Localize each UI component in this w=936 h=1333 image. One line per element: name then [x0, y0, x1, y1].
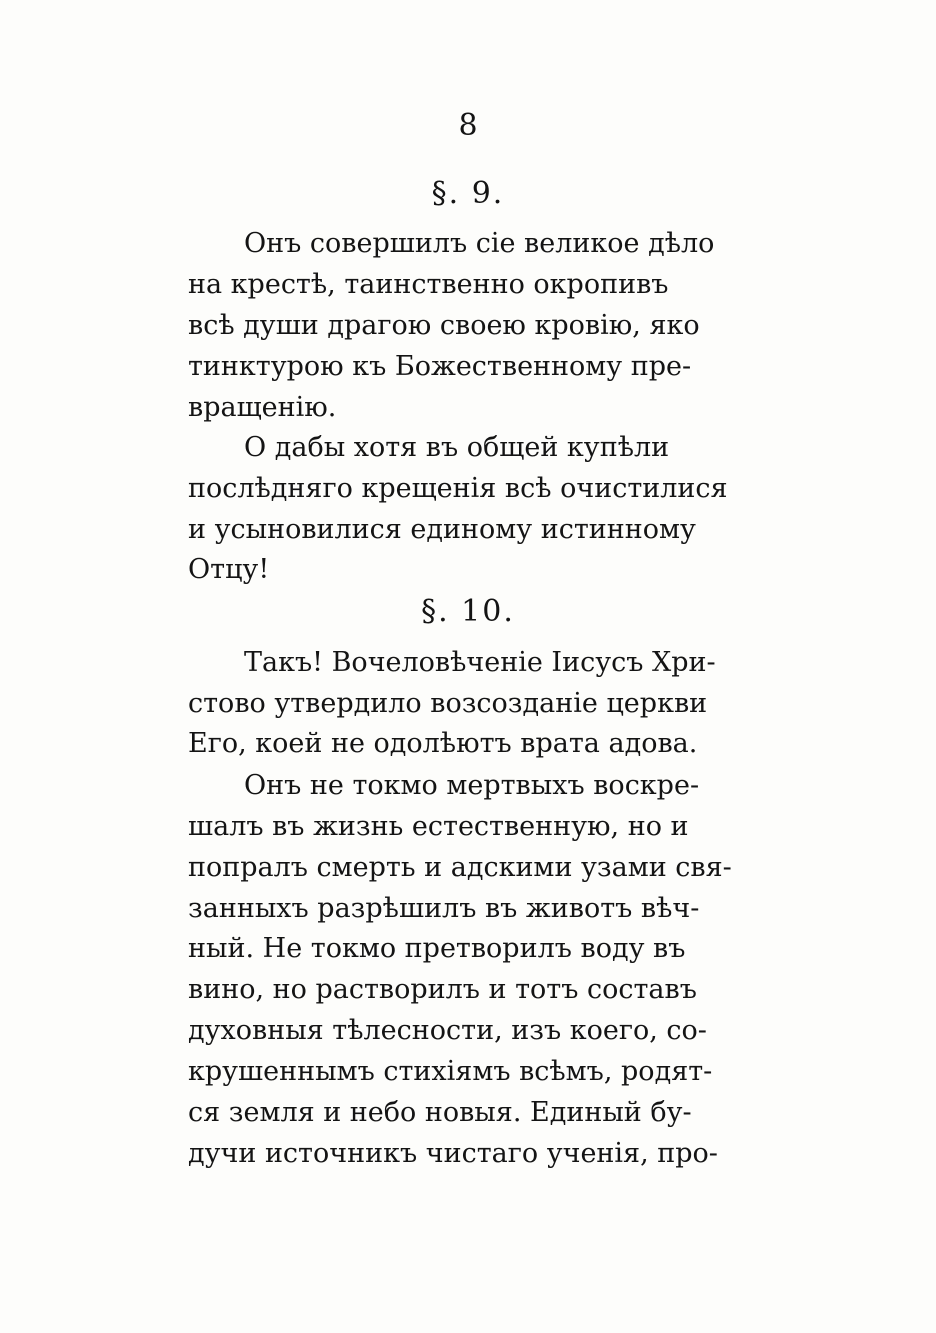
page-number: 8 — [458, 108, 478, 143]
text-line: на крестѣ, таинственно окропивъ — [188, 269, 669, 300]
section-heading-10: §. 10. — [421, 594, 515, 629]
text-line: стово утвердило возсозданіе церкви — [188, 688, 708, 719]
text-line: послѣдняго крещенія всѣ очистилися — [188, 473, 728, 504]
text-line: занныхъ разрѣшилъ въ животъ вѣч- — [188, 893, 700, 924]
text-line: дучи источникъ чистаго ученія, про- — [188, 1138, 718, 1169]
text-line: Отцу! — [188, 554, 270, 585]
text-line: Такъ! Вочеловѣченіе Іисусъ Хри- — [244, 647, 716, 678]
text-line: вино, но растворилъ и тотъ составъ — [188, 974, 697, 1005]
text-line: вращенію. — [188, 392, 337, 423]
text-line: Его, коей не одолѣютъ врата адова. — [188, 728, 698, 759]
text-line: ный. Не токмо претворилъ воду въ — [188, 933, 686, 964]
text-line-italic: шалъ въ жизнь естественную, но и — [188, 811, 689, 842]
text-line: попралъ смерть и адскими узами свя- — [188, 852, 732, 883]
text-line: и усыновилися единому истинному — [188, 514, 696, 545]
text-line: тинктурою къ Божественному пре- — [188, 351, 692, 382]
section-heading-9: §. 9. — [431, 176, 505, 211]
text-line: О дабы хотя въ общей купѣли — [244, 432, 670, 463]
text-line: крушеннымъ стихіямъ всѣмъ, родят- — [188, 1056, 713, 1087]
text-line: духовныя тѣлесности, изъ коего, со- — [188, 1015, 707, 1046]
text-line: всѣ души драгою своею кровію, яко — [188, 310, 700, 341]
text-line: ся земля и небо новыя. Единый бу- — [188, 1097, 692, 1128]
text-line: Онъ совершилъ сіе великое дѣло — [244, 228, 715, 259]
text-line: Онъ не токмо мертвыхъ воскре- — [244, 770, 700, 801]
